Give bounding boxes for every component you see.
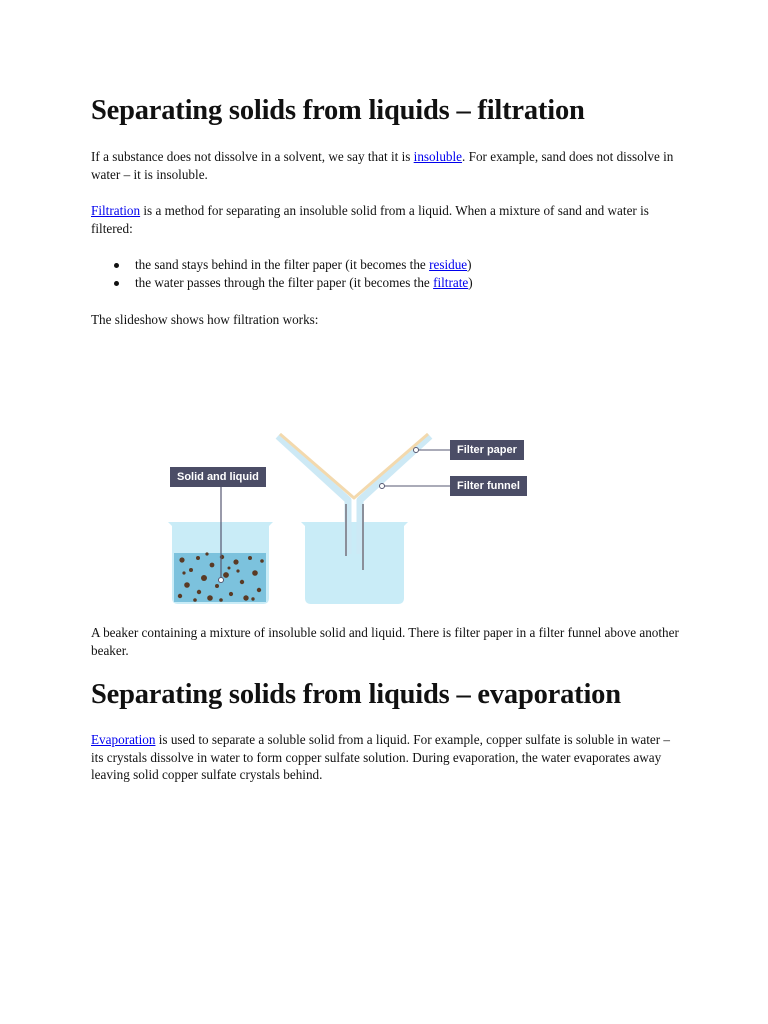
text: the water passes through the filter paper (it becomes the	[135, 275, 434, 290]
heading-evaporation: Separating solids from liquids – evaporation	[91, 679, 621, 710]
heading-filtration: Separating solids from liquids – filtration	[91, 95, 585, 126]
link-evaporation[interactable]: Evaporation	[91, 732, 156, 747]
link-insoluble[interactable]: insoluble	[413, 149, 463, 164]
text: . For example, sand does not dissolve in water – it is insoluble.	[91, 149, 674, 182]
filtration-diagram	[160, 430, 550, 610]
diagram-caption: A beaker containing a mixture of insoluble solid and liquid. There is filter paper in a filter funnel above another beaker.	[91, 625, 679, 658]
list-item	[91, 256, 683, 274]
filter-paper	[280, 434, 428, 498]
paragraph-slideshow: The slideshow shows how filtration works:	[91, 312, 319, 327]
link-filtration[interactable]: Filtration	[91, 203, 141, 218]
label-solid-and-liquid: Solid and liquid	[170, 467, 266, 487]
text: )	[467, 257, 472, 272]
paragraph-filtration	[91, 202, 683, 237]
text: If a substance does not dissolve in a solvent, we say that it is	[91, 149, 414, 164]
paragraph-evaporation	[91, 731, 683, 784]
list-item	[91, 274, 683, 292]
text: is a method for separating an insoluble solid from a liquid. When a mixture of sand and water is filtered:	[91, 203, 649, 236]
label-filter-paper: Filter paper	[450, 440, 524, 460]
label-filter-funnel: Filter funnel	[450, 476, 527, 496]
link-residue[interactable]: residue	[429, 257, 468, 272]
paragraph-insoluble	[91, 148, 683, 183]
beaker-right	[301, 522, 408, 604]
bullet-list	[91, 256, 683, 292]
text: is used to separate a soluble solid from a liquid. For example, copper sulfate is soluble in water – its crystals dissolve in water to form copper sulfate solution. During evaporation, the water evaporates away leaving solid copper sulfate crystals behind.	[91, 732, 671, 782]
text: )	[468, 275, 473, 290]
link-filtrate[interactable]: filtrate	[433, 275, 469, 290]
text: the sand stays behind in the filter paper (it becomes the	[135, 257, 430, 272]
pointer-dot	[219, 578, 224, 583]
